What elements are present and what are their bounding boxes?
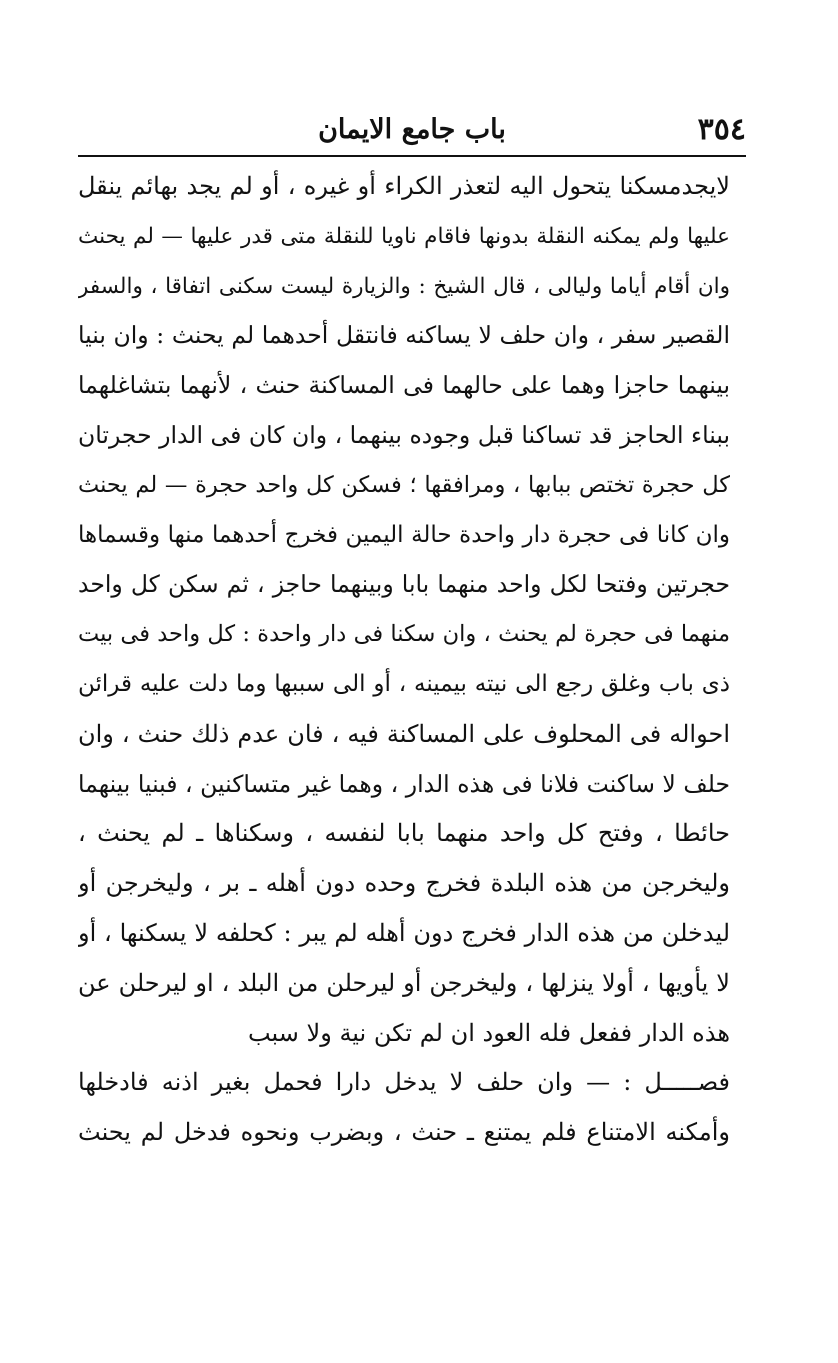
text-line: وأمكنه الامتناع فلم يمتنع ـ حنث ، وبضرب ونحوه فدخل لم يحنث xyxy=(78,1118,730,1147)
text-line: القصير سفر ، وان حلف لا يساكنه فانتقل أحدهما لم يحنث : وان بنيا xyxy=(78,321,730,350)
text-line: ببناء الحاجز قد تساكنا قبل وجوده بينهما ، وان كان فى الدار حجرتان xyxy=(78,420,730,449)
page-number: ٣٥٤ xyxy=(697,112,746,147)
page-header xyxy=(78,104,746,154)
text-line: لا يأويها ، أولا ينزلها ، وليخرجن أو ليرحلن من البلد ، او ليرحلن عن xyxy=(78,968,730,997)
header-rule xyxy=(78,155,746,157)
text-line: وليخرجن من هذه البلدة فخرج وحده دون أهله ـ بر ، وليخرجن أو xyxy=(78,869,730,898)
text-line: ليدخلن من هذه الدار فخرج دون أهله لم يبر : كحلفه لا يسكنها ، أو xyxy=(78,918,730,947)
text-line-paragraph-end: هذه الدار ففعل فله العود ان لم تكن نية ولا سبب xyxy=(247,1018,730,1047)
text-line: احواله فى المحلوف على المساكنة فيه ، فان عدم ذلك حنث ، وان xyxy=(78,719,730,748)
text-line: كل حجرة تختص ببابها ، ومرافقها ؛ فسكن كل واحد حجرة — لم يحنث xyxy=(78,471,730,498)
text-line: عليها ولم يمكنه النقلة بدونها فاقام ناويا للنقلة متى قدر عليها — لم يحنث xyxy=(78,223,730,249)
text-line: وان كانا فى حجرة دار واحدة حالة اليمين فخرج أحدهما منها وقسماها xyxy=(78,521,730,548)
main-text xyxy=(78,162,730,1158)
section-heading-line: فصـــــل : — وان حلف لا يدخل دارا فحمل بغير اذنه فادخلها xyxy=(78,1068,730,1097)
text-line: ذى باب وغلق رجع الى نيته بيمينه ، أو الى سببها وما دلت عليه قرائن xyxy=(78,670,730,697)
text-line: حائطا ، وفتح كل واحد منهما بابا لنفسه ، وسكناها ـ لم يحنث ، xyxy=(78,819,730,848)
text-line: حجرتين وفتحا لكل واحد منهما بابا وبينهما حاجز ، ثم سكن كل واحد xyxy=(78,570,730,599)
text-line: بينهما حاجزا وهما على حالهما فى المساكنة حنث ، لأنهما بتشاغلهما xyxy=(78,371,730,400)
text-line: لايجدمسكنا يتحول اليه لتعذر الكراء أو غيره ، أو لم يجد بهائم ينقل xyxy=(78,172,730,200)
text-line: حلف لا ساكنت فلانا فى هذه الدار ، وهما غير متساكنين ، فبنيا بينهما xyxy=(78,769,730,798)
running-head: باب جامع الايمان xyxy=(318,114,506,145)
text-line: منهما فى حجرة لم يحنث ، وان سكنا فى دار واحدة : كل واحد فى بيت xyxy=(78,621,730,648)
text-line: وان أقام أياما وليالى ، قال الشيخ : والزيارة ليست سكنى اتفاقا ، والسفر xyxy=(78,273,730,299)
